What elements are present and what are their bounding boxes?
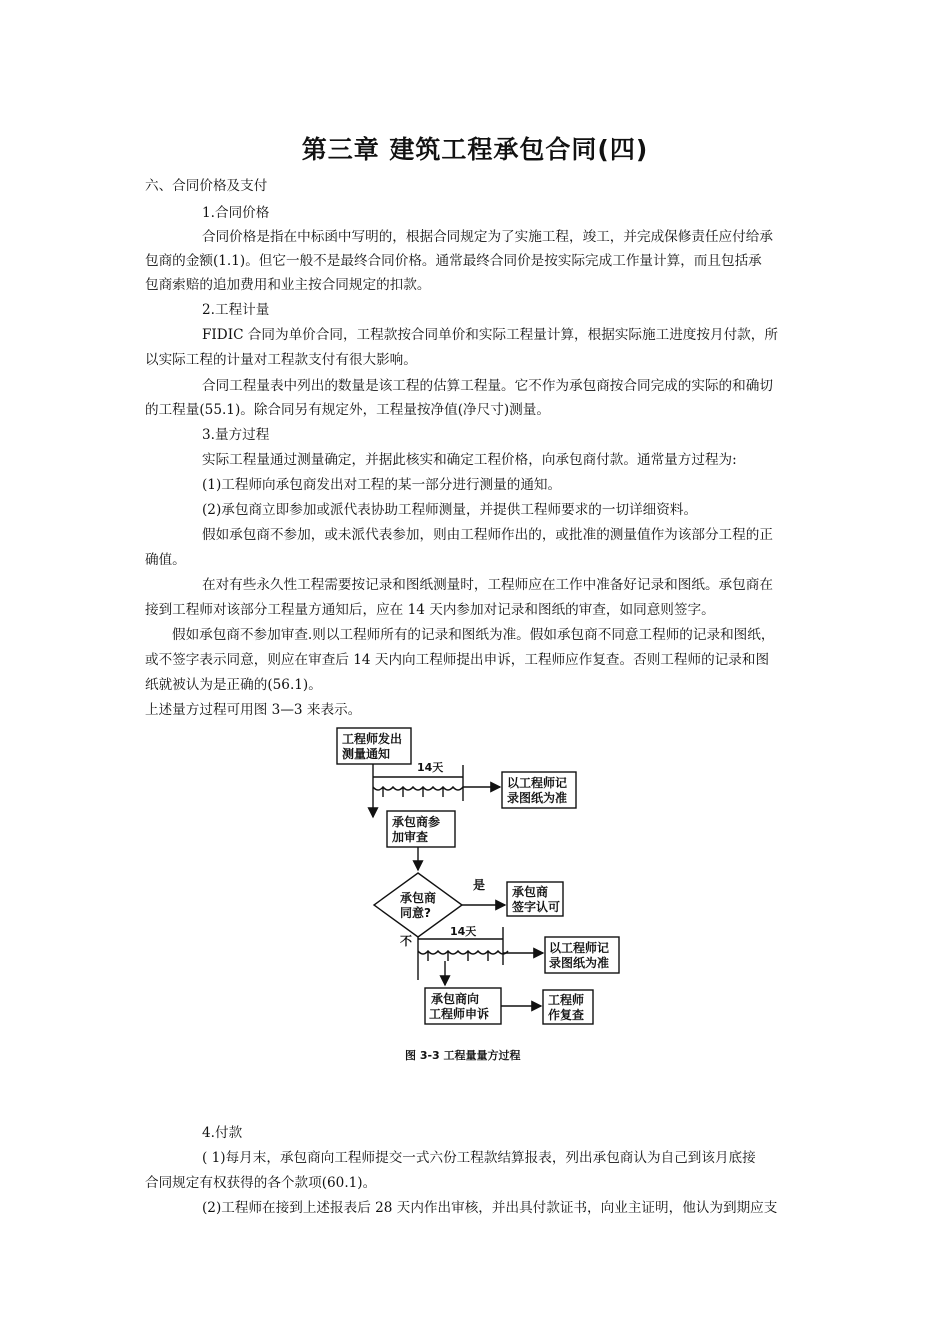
timeline-wave-top: [373, 787, 463, 790]
box-recheck-text-1: 工程师: [548, 993, 585, 1007]
box-appeal-text-1: 承包商向: [431, 992, 480, 1006]
figure-caption: 图 3-3 工程量量方过程: [405, 1049, 521, 1062]
paragraph-line: 纸就被认为是正确的(56.1)。: [145, 677, 322, 693]
subheading-measuring-process: 3.量方过程: [202, 427, 270, 443]
paragraph-line: 合同工程量表中列出的数量是该工程的估算工程量。它不作为承包商按合同完成的实际的和确切: [202, 378, 773, 394]
paragraph-line: 假如承包商不参加，或未派代表参加，则由工程师作出的，或批准的测量值作为该部分工程的正: [202, 527, 773, 543]
box-recheck-text-2: 作复查: [548, 1008, 585, 1022]
paragraph-line: 合同规定有权获得的各个款项(60.1)。: [145, 1175, 377, 1191]
subheading-payment: 4.付款: [202, 1125, 243, 1141]
box-notice-text-2: 测量通知: [342, 747, 391, 761]
decision-diamond: [374, 873, 462, 937]
days-label-bottom: 14天: [450, 925, 477, 938]
diamond-text-2: 同意?: [400, 906, 431, 920]
timeline-wave-bottom: [418, 951, 508, 954]
flowchart-figure: [325, 725, 625, 1070]
yes-label: 是: [473, 878, 486, 892]
subheading-measurement: 2.工程计量: [202, 302, 270, 318]
paragraph-line: 假如承包商不参加审查.则以工程师所有的记录和图纸为准。假如承包商不同意工程师的记录和图纸，: [172, 627, 775, 643]
days-label-top: 14天: [417, 761, 444, 774]
paragraph-line: 或不签字表示同意，则应在审查后 14 天内向工程师提出申诉，工程师应作复查。否则工程师的记录和图: [145, 652, 770, 668]
page-title: 第三章 建筑工程承包合同(四): [301, 135, 649, 164]
section-heading: 六、合同价格及支付: [145, 178, 268, 194]
box-appeal-text-2: 工程师申诉: [429, 1007, 490, 1021]
box-record-top-text-1: 以工程师记: [507, 776, 568, 790]
diamond-text-1: 承包商: [400, 891, 437, 905]
paragraph-line: 合同价格是指在中标函中写明的，根据合同规定为了实施工程，竣工，并完成保修责任应付给承: [202, 229, 773, 245]
box-record-top-text-2: 录图纸为准: [507, 791, 568, 805]
paragraph-line: 包商的金额(1.1)。但它一般不是最终合同价格。通常最终合同价是按实际完成工作量计算，而且包括承: [145, 253, 762, 269]
flowchart-svg: [325, 725, 625, 1070]
box-sign-text-1: 承包商: [512, 885, 549, 899]
no-label: 不: [400, 934, 413, 948]
paragraph-line: FIDIC 合同为单价合同，工程款按合同单价和实际工程量计算，根据实际施工进度按月付款，所: [202, 327, 778, 343]
paragraph-line: 接到工程师对该部分工程量方通知后，应在 14 天内参加对记录和图纸的审查，如同意则签字。: [145, 602, 715, 618]
box-sign-text-2: 签字认可: [512, 900, 561, 914]
paragraph-line: (1)工程师向承包商发出对工程的某一部分进行测量的通知。: [202, 477, 562, 493]
paragraph-line: 上述量方过程可用图 3—3 来表示。: [145, 702, 362, 718]
paragraph-line: 以实际工程的计量对工程款支付有很大影响。: [145, 352, 417, 368]
box-notice-text-1: 工程师发出: [342, 732, 403, 746]
subheading-contract-price: 1.合同价格: [202, 205, 270, 221]
paragraph-line: 的工程量(55.1)。除合同另有规定外，工程量按净值(净尺寸)测量。: [145, 402, 550, 418]
paragraph-line: (2)工程师在接到上述报表后 28 天内作出审核，并出具付款证书，向业主证明，他认为到期应支: [202, 1200, 778, 1216]
box-record-bottom-text-2: 录图纸为准: [549, 956, 610, 970]
box-review-text-1: 承包商参: [392, 815, 441, 829]
paragraph-line: ( 1)每月末，承包商向工程师提交一式六份工程款结算报表，列出承包商认为自己到该月底接: [202, 1150, 756, 1166]
paragraph-line: 在对有些永久性工程需要按记录和图纸测量时，工程师应在工作中准备好记录和图纸。承包商在: [202, 577, 773, 593]
paragraph-line: 确值。: [145, 552, 186, 568]
box-review-text-2: 加审查: [392, 830, 429, 844]
paragraph-line: 包商索赔的追加费用和业主按合同规定的扣款。: [145, 277, 431, 293]
paragraph-line: (2)承包商立即参加或派代表协助工程师测量，并提供工程师要求的一切详细资料。: [202, 502, 698, 518]
box-record-bottom-text-1: 以工程师记: [549, 941, 610, 955]
paragraph-line: 实际工程量通过测量确定，并据此核实和确定工程价格，向承包商付款。通常量方过程为:: [202, 452, 737, 468]
